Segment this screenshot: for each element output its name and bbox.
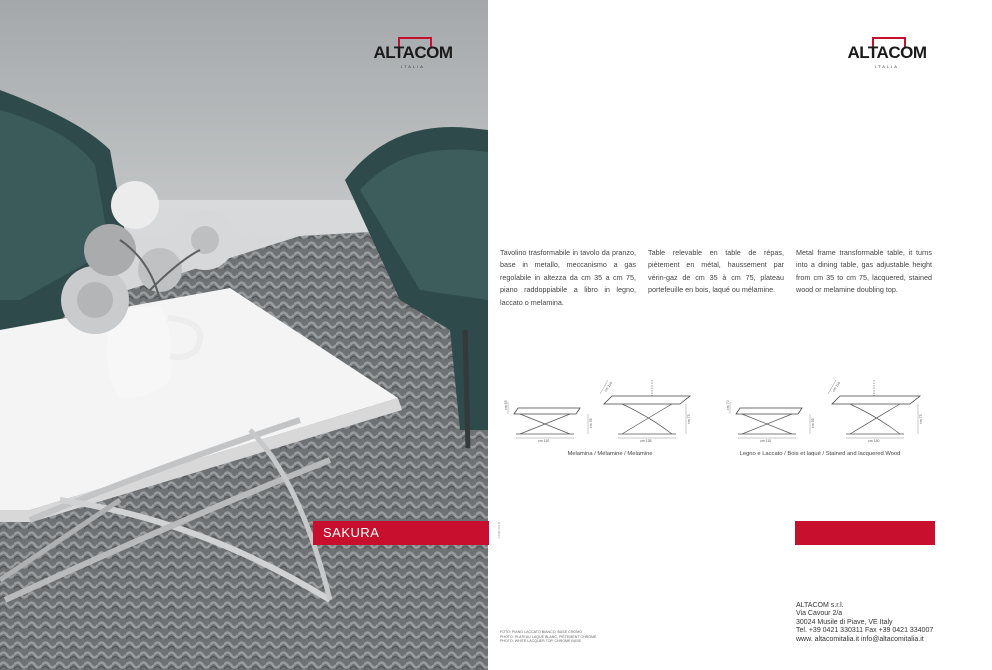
- city: 30024 Musile di Piave, VE Italy: [796, 618, 893, 626]
- brand-name: ALTACOM: [373, 43, 453, 62]
- diagram-wood: [722, 372, 932, 444]
- table-open-drawing: [828, 380, 920, 438]
- dim-open-depth: cm 110: [831, 381, 842, 393]
- photo-note-it: FOTO: PIANO LACCATO BIANCO, BASE CROMO: [500, 630, 582, 634]
- brand-logo: [370, 37, 456, 75]
- dim-closed-width: cm 110: [760, 439, 772, 443]
- street: Via Cavour 2/a: [796, 610, 843, 618]
- photo-note-en: PHOTO: WHITE LACQUER TOP, CHROME BASE: [500, 639, 582, 644]
- caption-melamine: Melamina / Mélamine / Melamine: [567, 451, 653, 457]
- product-name-banner: SAKURA: [313, 521, 489, 545]
- photo-notes: [500, 630, 596, 644]
- description-french: Table relevable en table de répas, piètement en métal, haussement par vérin-gaz de cm 35 à cm 75, plateau portefeuille en bois, laqué ou mélamine.: [648, 248, 784, 295]
- accent-bar: [795, 521, 935, 545]
- phone-fax: Tel. +39 0421 330311 Fax +39 0421 334007: [796, 627, 934, 635]
- table-closed-drawing: [730, 402, 810, 438]
- brand-sub: ITALIA: [401, 64, 425, 69]
- dim-closed-height: cm 35: [811, 418, 815, 428]
- dim-open-width: cm 138: [640, 439, 652, 443]
- product-photo: [0, 0, 488, 670]
- table-closed-drawing: [508, 402, 588, 438]
- dim-open-depth: cm 110: [603, 381, 614, 393]
- brand-name: ALTACOM: [847, 43, 927, 62]
- web-email: www. altacomitalia.it info@altacomitalia.it: [796, 635, 924, 643]
- dim-open-height: cm 75: [687, 414, 691, 424]
- dim-open-height: cm 75: [919, 414, 923, 424]
- brand-logo: [844, 37, 930, 75]
- description-italian: Tavolino trasformabile in tavolo da pranzo, base in metallo, meccanismo a gas regolabile in altezza da cm 35 a cm 75, piano raddoppiabile a libro in legno, laccato o melamina.: [500, 248, 636, 307]
- description-english: Metal frame transformable table, it turns into a dining table, gas adjustable height from cm 35 to cm 75, lacquered, stained wood or melamine doubling top.: [796, 248, 932, 295]
- company-name: ALTACOM s.r.l.: [796, 602, 844, 609]
- catalog-code: CP0034/3 R: [497, 522, 501, 539]
- table-open-drawing: [600, 380, 690, 438]
- caption-wood: Legno e Laccato / Bois et laqué / Stained and lacquered Wood: [739, 451, 901, 457]
- company-address: [796, 602, 933, 644]
- dim-closed-height: cm 35: [589, 418, 593, 428]
- diagram-melamine: [500, 372, 690, 444]
- photo-note-fr: PHOTO: PLATEAU LAQUÉ BLANC, PIÉTEMENT CHROMÉ: [500, 634, 597, 639]
- dim-closed-depth: cm 69: [504, 400, 508, 410]
- dim-closed-depth: cm 70: [726, 400, 730, 410]
- brand-sub: ITALIA: [875, 64, 899, 69]
- dim-closed-width: cm 110: [538, 439, 550, 443]
- dim-open-width: cm 140: [868, 439, 880, 443]
